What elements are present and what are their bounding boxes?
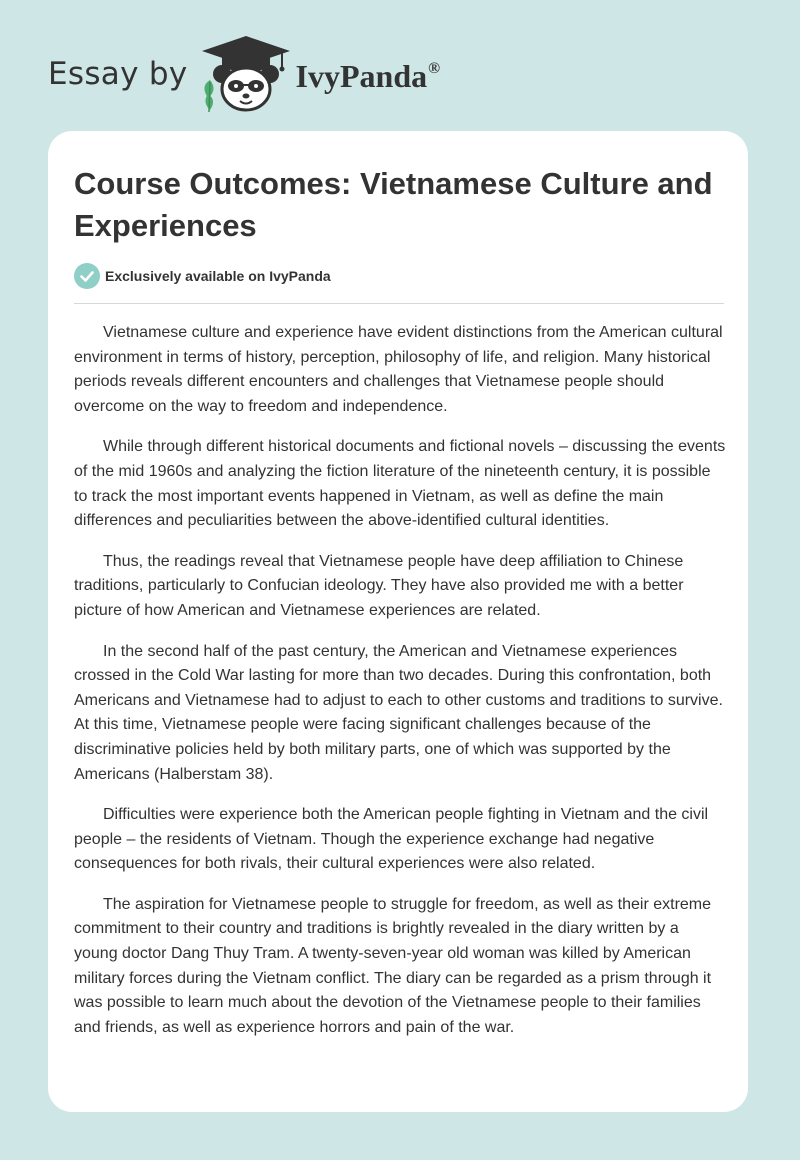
paragraph: While through different historical documents and fictional novels – discussing the events of the mid 1960s and analyzing the fiction literature of the nineteenth century, it is possible to track the most important events happened in Vietnam, as well as define the main differences and peculiarities between the above-identified cultural identities. [74, 438, 726, 530]
panda-graduate-icon [200, 34, 292, 114]
paragraph: In the second half of the past century, the American and Vietnamese experiences crossed in the Cold War lasting for more than two decades. During this confrontation, both Americans and Vietnamese had to adjust to each to other customs and traditions to survive. At this time, Vietnamese people were facing significant challenges because of the discriminative policies held by both military parts, one of which was supported by the Americans (Halberstam 38). [74, 642, 723, 783]
check-icon [74, 263, 100, 289]
essay-card [48, 131, 748, 1112]
brand-prefix: Essay by [48, 55, 188, 92]
paragraph: Thus, the readings reveal that Vietnamese people have deep affiliation to Chinese traditions, particularly to Confucian ideology. They have also provided me with a better picture of how American and Vietnamese experiences are related. [74, 552, 684, 619]
paragraph: The aspiration for Vietnamese people to struggle for freedom, as well as their extreme commitment to their country and traditions is brightly revealed in the diary written by a young doctor Dang Thuy Tram. A twenty-seven-year old woman was killed by American military forces during the Vietnam conflict. The diary can be regarded as a prism through it was possible to learn much about the devotion of the Vietnamese people to their families and friends, as well as experience horrors and pain of the war. [74, 895, 712, 1036]
page-title: Course Outcomes: Vietnamese Culture and Experiences [74, 166, 713, 243]
paragraph: Difficulties were experience both the American people fighting in Vietnam and the civil people – the residents of Vietnam. Though the experience exchange had negative consequences for both rivals, their cultural experiences were also related. [74, 806, 709, 873]
exclusive-badge [74, 263, 331, 289]
exclusive-label: Exclusively available on IvyPanda [105, 268, 331, 284]
paragraph: Vietnamese culture and experience have evident distinctions from the American cultural environment in terms of history, perception, philosophy of life, and religion. Many historical periods reveals different encounters and challenges that Vietnamese people should overcome on the way to freedom and independence. [74, 324, 723, 415]
divider [74, 303, 724, 304]
brand-logo[interactable] [48, 34, 440, 114]
essay-body [74, 321, 726, 1056]
brand-name: IvyPanda® [295, 58, 441, 94]
